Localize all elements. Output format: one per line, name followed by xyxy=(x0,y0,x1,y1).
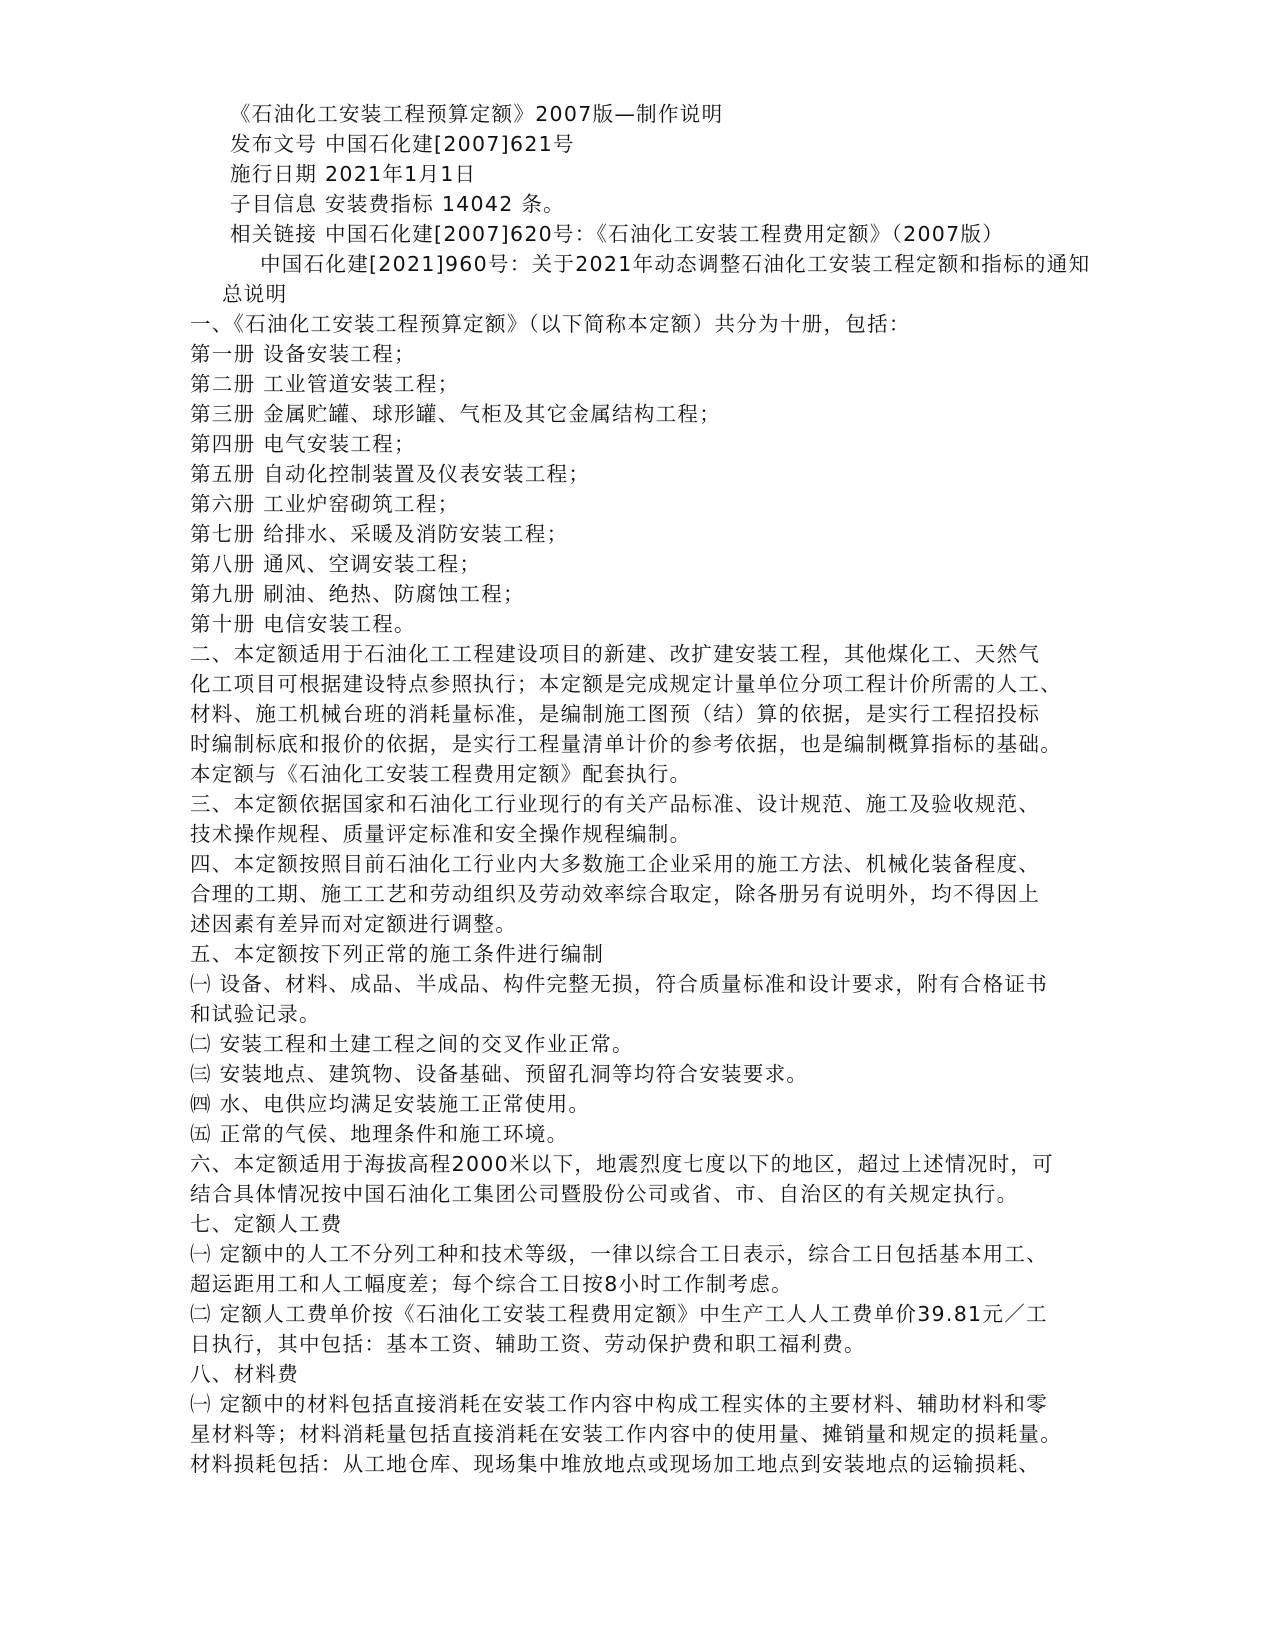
body-paragraph-line: 第六册 工业炉窑砌筑工程； xyxy=(190,492,460,516)
body-paragraph-line: 合理的工期、施工工艺和劳动组织及劳动效率综合取定，除各册另有说明外，均不得因上 xyxy=(190,882,1041,906)
body-paragraph-line: 第五册 自动化控制装置及仪表安装工程； xyxy=(190,462,591,486)
body-paragraph-line: 结合具体情况按中国石油化工集团公司暨股份公司或省、市、自治区的有关规定执行。 xyxy=(190,1182,1019,1206)
related-links: 相关链接 中国石化建[2007]620号：《石油化工安装工程费用定额》（2007版） xyxy=(230,222,1005,246)
body-paragraph-line: 第七册 给排水、采暖及消防安装工程； xyxy=(190,522,569,546)
body-paragraph-line: 四、本定额按照目前石油化工行业内大多数施工企业采用的施工方法、机械化装备程度、 xyxy=(190,852,1041,876)
body-paragraph-line: 化工项目可根据建设特点参照执行；本定额是完成规定计量单位分项工程计价所需的人工、 xyxy=(190,672,1062,696)
body-paragraph-line: 述因素有差异而对定额进行调整。 xyxy=(190,912,517,936)
body-paragraph-line: 技术操作规程、质量评定标准和安全操作规程编制。 xyxy=(190,822,692,846)
body-paragraph-line: 超运距用工和人工幅度差；每个综合工日按8小时工作制考虑。 xyxy=(190,1272,793,1296)
body-paragraph-line: ㈠ 定额中的材料包括直接消耗在安装工作内容中构成工程实体的主要材料、辅助材料和零 xyxy=(190,1392,1049,1416)
body-paragraph-line: 和试验记录。 xyxy=(190,1002,321,1026)
item-info: 子目信息 安装费指标 14042 条。 xyxy=(230,192,565,216)
body-paragraph-line: 二、本定额适用于石油化工工程建设项目的新建、改扩建安装工程，其他煤化工、天然气 xyxy=(190,642,1041,666)
body-paragraph-line: 时编制标底和报价的依据，是实行工程量清单计价的参考依据，也是编制概算指标的基础。 xyxy=(190,732,1062,756)
body-paragraph-line: 七、定额人工费 xyxy=(190,1212,343,1236)
body-paragraph-line: 六、本定额适用于海拔高程2000米以下，地震烈度七度以下的地区，超过上述情况时，可 xyxy=(190,1152,1054,1176)
body-paragraph-line: ㈤ 正常的气侯、地理条件和施工环境。 xyxy=(190,1122,569,1146)
body-paragraph-line: 材料、施工机械台班的消耗量标准，是编制施工图预（结）算的依据，是实行工程招投标 xyxy=(190,702,1041,726)
document-number: 发布文号 中国石化建[2007]621号 xyxy=(230,132,575,156)
document-title: 《石油化工安装工程预算定额》2007版—制作说明 xyxy=(230,102,724,126)
body-paragraph-line: ㈠ 定额中的人工不分列工种和技术等级，一律以综合工日表示，综合工日包括基本用工、 xyxy=(190,1242,1049,1266)
body-paragraph-line: 星材料等；材料消耗量包括直接消耗在安装工作内容中的使用量、摊销量和规定的损耗量。 xyxy=(190,1422,1062,1446)
related-links-2: 中国石化建[2021]960号：关于2021年动态调整石油化工安装工程定额和指标的通知 xyxy=(260,252,1091,276)
general-description-heading: 总说明 xyxy=(222,282,288,306)
body-paragraph-line: 材料损耗包括：从工地仓库、现场集中堆放地点或现场加工地点到安装地点的运输损耗、 xyxy=(190,1452,1041,1476)
body-paragraph-line: ㈠ 设备、材料、成品、半成品、构件完整无损，符合质量标准和设计要求，附有合格证书 xyxy=(190,972,1049,996)
body-paragraph-line: 第二册 工业管道安装工程； xyxy=(190,372,460,396)
body-paragraph-line: 第四册 电气安装工程； xyxy=(190,432,416,456)
body-paragraph-line: ㈣ 水、电供应均满足安装施工正常使用。 xyxy=(190,1092,591,1116)
body-paragraph-line: 第一册 设备安装工程； xyxy=(190,342,416,366)
body-paragraph-line: ㈡ 定额人工费单价按《石油化工安装工程费用定额》中生产工人人工费单价39.81元／工 xyxy=(190,1302,1048,1326)
body-paragraph-line: 本定额与《石油化工安装工程费用定额》配套执行。 xyxy=(190,762,692,786)
body-paragraph-line: 第八册 通风、空调安装工程； xyxy=(190,552,482,576)
body-paragraph-line: 第三册 金属贮罐、球形罐、气柜及其它金属结构工程； xyxy=(190,402,722,426)
effective-date: 施行日期 2021年1月1日 xyxy=(230,162,477,186)
body-paragraph-line: 日执行，其中包括：基本工资、辅助工资、劳动保护费和职工福利费。 xyxy=(190,1332,866,1356)
body-paragraph-line: 五、本定额按下列正常的施工条件进行编制 xyxy=(190,942,605,966)
body-paragraph-line: 一、《石油化工安装工程预算定额》（以下简称本定额）共分为十册，包括： xyxy=(190,312,911,336)
body-paragraph-line: 三、本定额依据国家和石油化工行业现行的有关产品标准、设计规范、施工及验收规范、 xyxy=(190,792,1041,816)
body-paragraph-line: 第九册 刷油、绝热、防腐蚀工程； xyxy=(190,582,525,606)
body-paragraph-line: 八、材料费 xyxy=(190,1362,299,1386)
body-paragraph-line: ㈢ 安装地点、建筑物、设备基础、预留孔洞等均符合安装要求。 xyxy=(190,1062,809,1086)
body-paragraph-line: 第十册 电信安装工程。 xyxy=(190,612,416,636)
body-paragraph-line: ㈡ 安装工程和土建工程之间的交叉作业正常。 xyxy=(190,1032,634,1056)
